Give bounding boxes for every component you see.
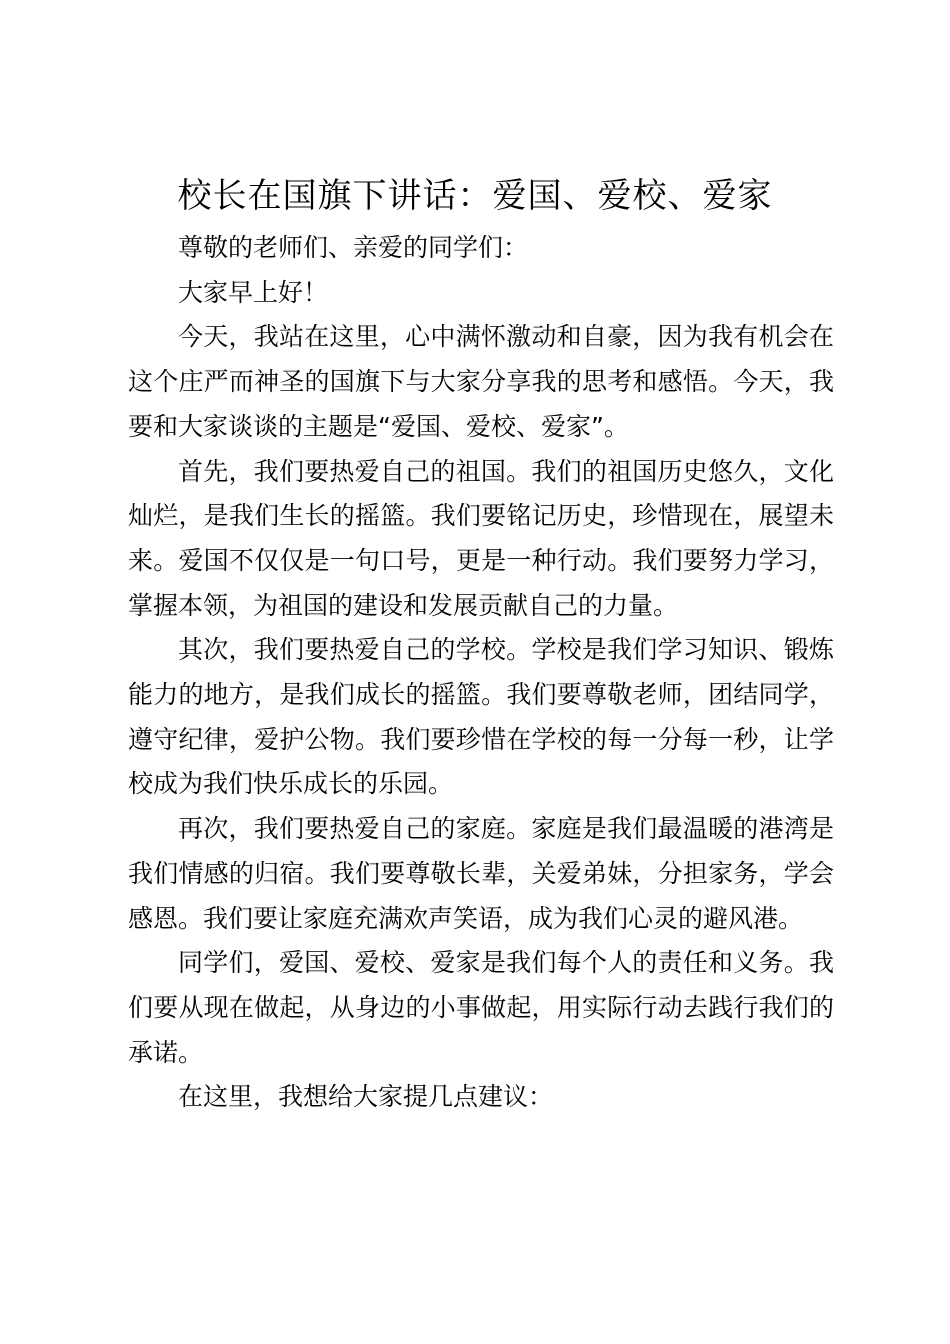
paragraph-greeting: 尊敬的老师们、亲爱的同学们： xyxy=(178,233,529,262)
paragraph-love-school: 其次，我们要热爱自己的学校。学校是我们学习知识、锻炼能力的地方，是我们成长的摇篮。我们要尊敬老师，团结同学，遵守纪律，爱护公物。我们要珍惜在学校的每一分每一秒，让学校成为我们快乐成长的乐园。 xyxy=(128,635,834,799)
paragraph-good-morning: 大家早上好！ xyxy=(178,277,329,307)
paragraph-suggestions: 在这里，我想给大家提几点建议： xyxy=(178,1082,554,1112)
paragraph-love-country: 首先，我们要热爱自己的祖国。我们的祖国历史悠久，文化灿烂，是我们生长的摇篮。我们要铭记历史，珍惜现在，展望未来。爱国不仅仅是一句口号，更是一种行动。我们要努力学习，掌握本领，为祖国的建设和发展贡献自己的力量。 xyxy=(128,456,834,620)
document-title: 校长在国旗下讲话：爱国、爱校、爱家 xyxy=(177,176,773,216)
document-body xyxy=(128,226,834,1120)
paragraph-responsibility: 同学们，爱国、爱校、爱家是我们每个人的责任和义务。我们要从现在做起，从身边的小事做起，用实际行动去践行我们的承诺。 xyxy=(128,948,834,1067)
paragraph-intro: 今天，我站在这里，心中满怀激动和自豪，因为我有机会在这个庄严而神圣的国旗下与大家分享我的思考和感悟。今天，我要和大家谈谈的主题是“爱国、爱校、爱家”。 xyxy=(128,322,834,441)
paragraph-love-family: 再次，我们要热爱自己的家庭。家庭是我们最温暖的港湾是我们情感的归宿。我们要尊敬长辈，关爱弟妹，分担家务，学会感恩。我们要让家庭充满欢声笑语，成为我们心灵的避风港。 xyxy=(128,814,834,933)
